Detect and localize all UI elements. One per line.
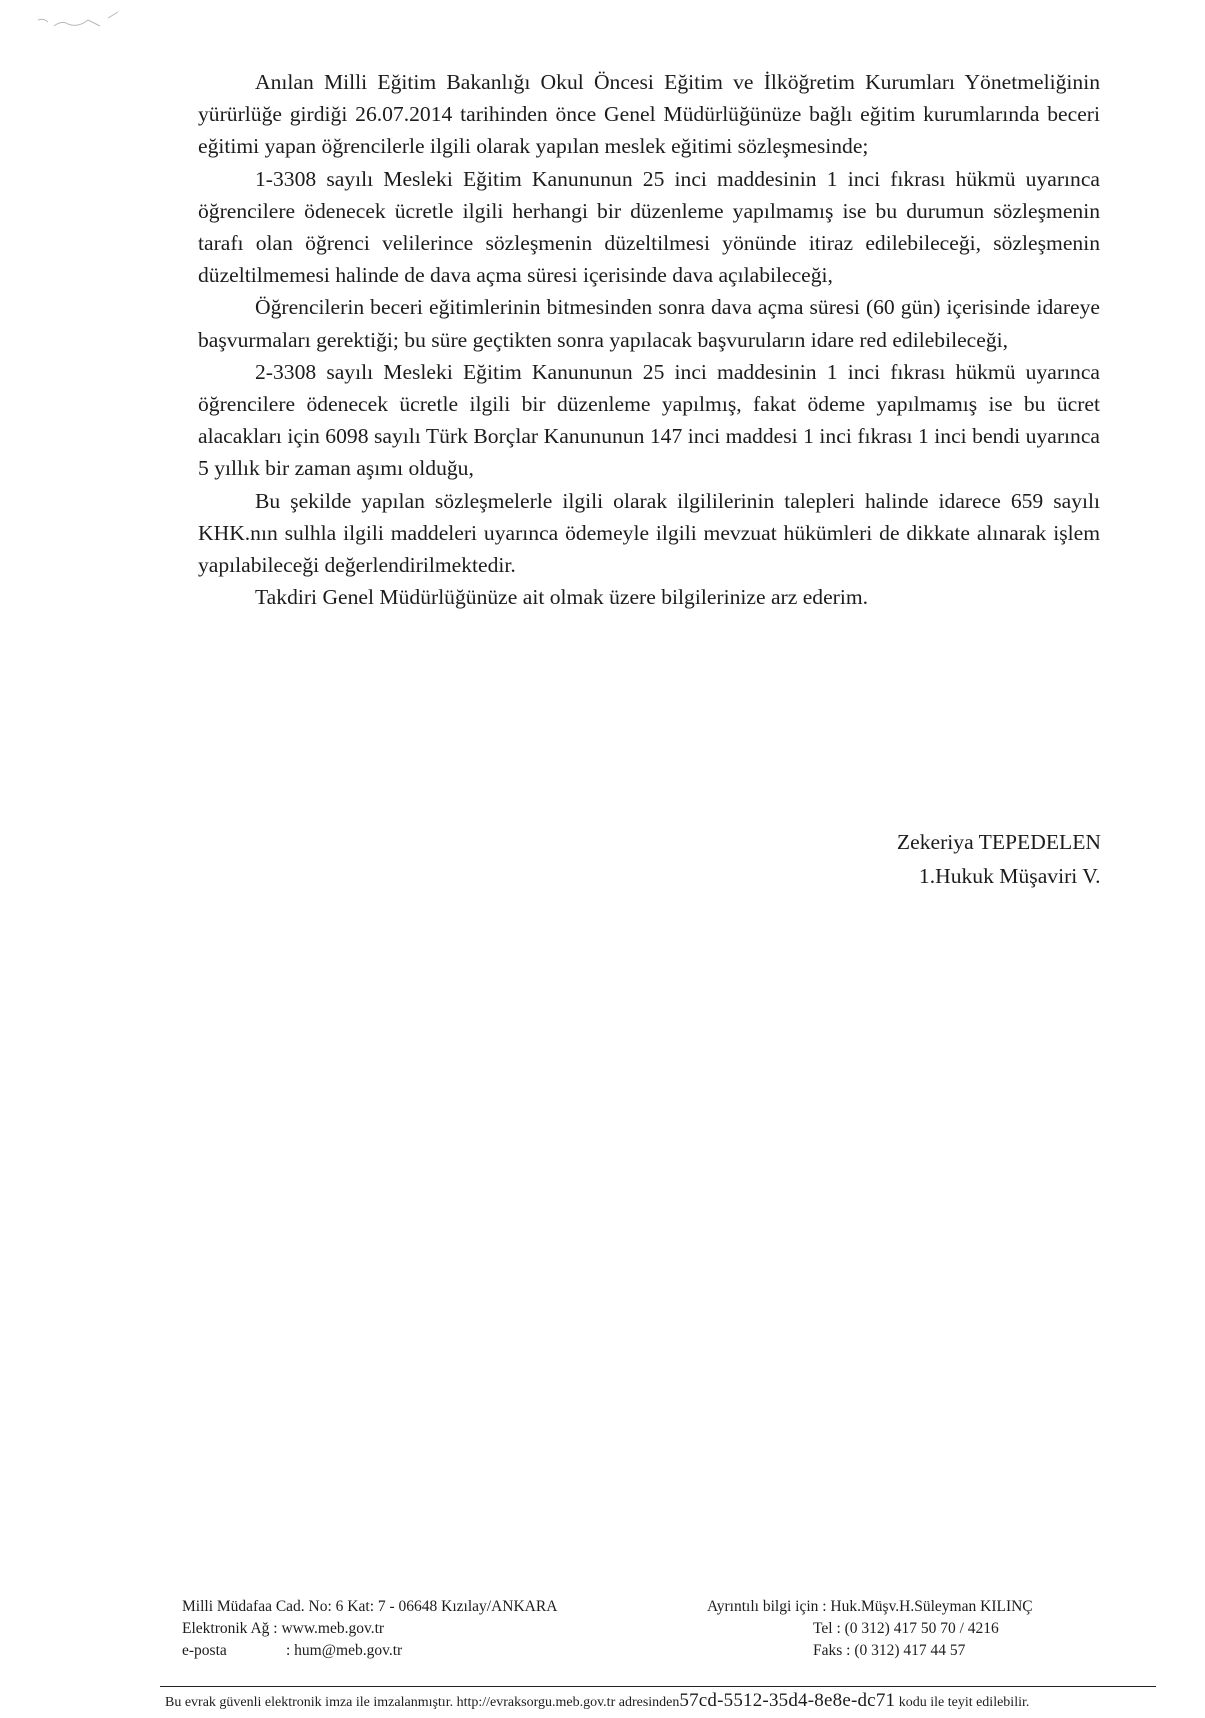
signatory-name: Zekeriya TEPEDELEN bbox=[896, 830, 1101, 854]
paragraph-item-1: 1-3308 sayılı Mesleki Eğitim Kanununun 25 inci maddesinin 1 inci fıkrası hükmü uyarınca öğrencilere ödenecek ücretle ilgili herhangi bir düzenleme yapılmamış ise bu durumun sözleşmenin tarafı olan öğrenci velilerince sözleşmenin düzeltilmesi yönünde itiraz edilebileceği, sözleşmenin düzeltilmemesi halinde de dava açma süresi içerisinde dava açılabileceği, bbox=[198, 166, 1100, 288]
paragraph-intro: Anılan Milli Eğitim Bakanlığı Okul Öncesi Eğitim ve İlköğretim Kurumları Yönetmeliğinin yürürlüğe girdiği 26.07.2014 tarihinden önce Genel Müdürlüğünüze bağlı eğitim kurumlarında beceri eğitimi yapan öğrencilerle ilgili olarak yapılan meslek eğitimi sözleşmesinde; bbox=[198, 70, 1100, 159]
footer-contact-block bbox=[707, 1596, 1127, 1662]
signature-block bbox=[897, 825, 1101, 893]
verification-code: 57cd-5512-35d4-8e8e-dc71 bbox=[679, 1690, 896, 1711]
scan-artifact-mark bbox=[38, 8, 138, 38]
paragraph-item-2: 2-3308 sayılı Mesleki Eğitim Kanununun 25 inci maddesinin 1 inci fıkrası hükmü uyarınca öğrencilere ödenecek ücretle ilgili bir düzenleme yapılmış, fakat ödeme yapılmamış ise bu ücret alacakları için 6098 sayılı Türk Borçlar Kanununun 147 inci maddesi 1 inci fıkrası 1 inci bendi uyarınca 5 yıllık bir zaman aşımı olduğu, bbox=[198, 359, 1100, 481]
e-signature-verification-note bbox=[165, 1690, 1155, 1714]
signatory-title: 1.Hukuk Müşaviri V. bbox=[918, 864, 1101, 888]
footer-network-row bbox=[182, 1618, 652, 1640]
footer-address: Milli Müdafaa Cad. No: 6 Kat: 7 - 06648 Kızılay/ANKARA bbox=[182, 1598, 558, 1615]
footer-divider bbox=[160, 1686, 1156, 1687]
paragraph-deadline: Öğrencilerin beceri eğitimlerinin bitmesinden sonra dava açma süresi (60 gün) içerisinde idareye başvurmaları gerektiği; bu süre geçtikten sonra yapılacak başvuruların idare red edilebileceği, bbox=[198, 295, 1100, 352]
footer-email-label: e-posta bbox=[182, 1642, 227, 1659]
verification-prefix: Bu evrak güvenli elektronik imza ile imzalanmıştır. http://evraksorgu.meb.gov.tr adresinden bbox=[165, 1695, 680, 1710]
footer-fax: Faks : (0 312) 417 44 57 bbox=[813, 1642, 966, 1659]
footer-network-link[interactable]: : www.meb.gov.tr bbox=[273, 1620, 385, 1637]
letter-body bbox=[198, 66, 1100, 613]
footer-address-block bbox=[182, 1596, 652, 1662]
paragraph-closing: Takdiri Genel Müdürlüğünüze ait olmak üzere bilgilerinize arz ederim. bbox=[255, 585, 869, 610]
footer-phone: Tel : (0 312) 417 50 70 / 4216 bbox=[813, 1620, 999, 1637]
footer-email-link[interactable]: : hum@meb.gov.tr bbox=[286, 1642, 403, 1659]
paragraph-settlement: Bu şekilde yapılan sözleşmelerle ilgili olarak ilgililerinin talepleri halinde idarece 659 sayılı KHK.nın sulhla ilgili maddeleri uyarınca ödemeyle ilgili mevzuat hükümleri de dikkate alınarak işlem yapılabileceği değerlendirilmektedir. bbox=[198, 488, 1100, 578]
footer-contact-person: Ayrıntılı bilgi için : Huk.Müşv.H.Süleyman KILINÇ bbox=[707, 1598, 1033, 1615]
footer-email-row bbox=[182, 1640, 652, 1662]
footer-network-label: Elektronik Ağ bbox=[182, 1620, 270, 1637]
verification-suffix: kodu ile teyit edilebilir. bbox=[895, 1695, 1030, 1710]
